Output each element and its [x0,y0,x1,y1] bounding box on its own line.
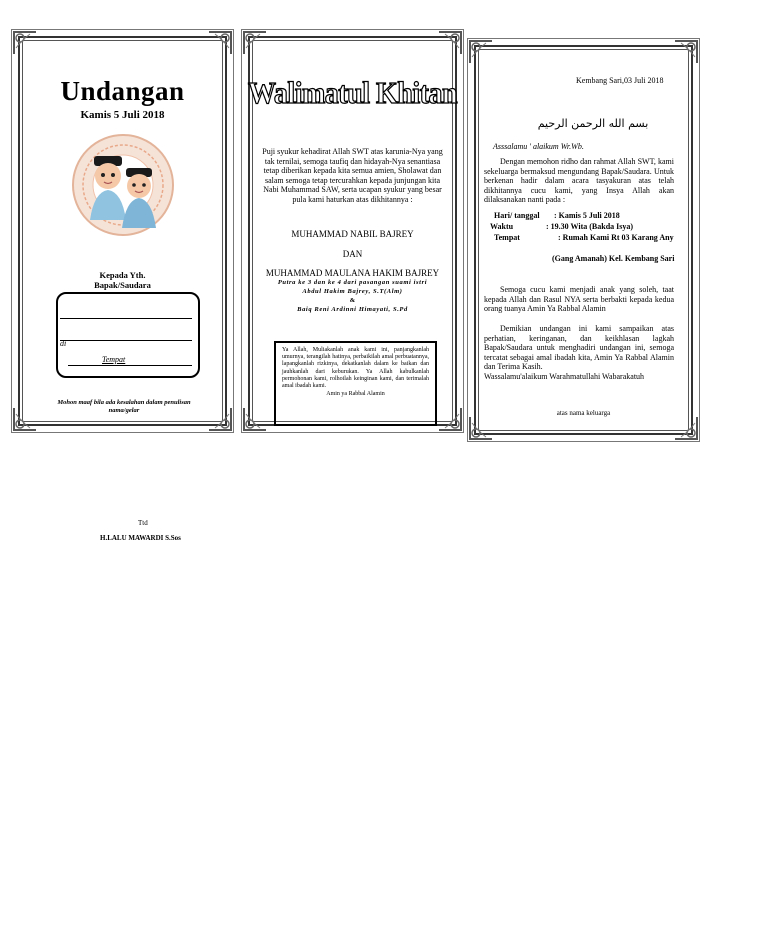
child-name-2: MUHAMMAD MAULANA HAKIM BAJREY [265,268,440,278]
corner-ornament-icon [437,30,463,56]
corner-ornament-icon [242,30,268,56]
child-name-1: MUHAMMAD NABIL BAJREY [291,229,414,239]
bismillah-calligraphy: بسم الله الرحمن الرحيم [537,117,649,130]
corner-ornament-icon [437,406,463,432]
corner-ornament-icon [673,415,699,441]
amin-text: Amin ya Rabbal Alamin [326,391,385,398]
cover-title: Undangan [60,76,185,106]
corner-ornament-icon [207,406,233,432]
child-of-line: Putra ke 3 dan ke 4 dari pasangan suami istri [277,279,428,286]
dan-label: DAN [342,249,363,259]
address-line [60,340,192,341]
place-label: Tempat [494,233,520,242]
cover-panel [11,29,234,433]
walimatul-title: Walimatul Khitan [247,76,458,111]
corner-ornament-icon [242,406,268,432]
mother-name: Baiq Reni Ardinni Himayati, S.Pd [297,306,408,313]
tempat-label: Tempat [102,355,126,364]
opening-paragraph: Dengan memohon ridho dan rahmat Allah SWT, kami sekeluarga bermaksud mengundang Bapak/Saudara. Untuk berkenan hadir dalam acara tasyakuran atas telah dikhitannya cucu kami, yang Insya Allah akan dilaksanakan nanti pada : [484,157,674,205]
address-line [68,365,192,366]
prayer-box [274,341,437,426]
boys-illustration-icon [72,128,174,242]
day-value: : Kamis 5 Juli 2018 [554,211,620,220]
di-label: di [60,339,67,348]
hope-paragraph: Semoga cucu kami menjadi anak yang soleh, taat kepada Allah dan Rasul NYA serta berbakti kepada kedua orang tuanya Amin Ya Rabbal Alamin [484,285,674,314]
place-value: : Rumah Kami Rt 03 Karang Any [558,233,674,242]
signer-name: H.LALU MAWARDI S.Sos [100,534,181,542]
family-signature: atas nama keluarga [556,409,611,417]
closing-paragraph: Demikian undangan ini kami sampaikan atas perhatian, keringanan, dan keikhlasan lagkah Bapak/Saudara untuk menghadiri undangan ini, semoga tercatat sebagai amal ibadah kita, Amin Ya Rabbal Alamin dan Terima Kasih. [484,324,674,372]
ttd-label: Ttd [138,519,148,527]
time-label: Waktu [490,222,514,231]
invitation-letter-panel [467,38,700,442]
corner-ornament-icon [673,39,699,65]
corner-ornament-icon [12,30,38,56]
time-value: : 19.30 Wita (Bakda Isya) [546,222,634,231]
place-date: Kembang Sari,03 Juli 2018 [576,76,664,85]
corner-ornament-icon [207,30,233,56]
ampersand: & [349,297,356,304]
corner-ornament-icon [468,39,494,65]
corner-ornament-icon [12,406,38,432]
salam-greeting: Asssalamu ' alaikum Wr.Wb. [493,142,584,151]
day-label: Hari/ tanggal [494,211,540,220]
father-name: Abdul Hakim Bajrey, S.T(Alm) [302,288,403,295]
prayer-text: Ya Allah, Muliakanlah anak kami ini, panjangkanlah umurnya, terangilah hatinya, perbaikilah amal perbuatannya, lapangkanlah rizkinya, dekatkanlah dalam ke baikan dan jauhkanlah dari keburukan. Ya Allah kabulkanlah permohonan kami, rolhoilah keinginan kami, dan terimalah amal ibadah kami. [282,347,429,390]
cover-date: Kamis 5 Juli 2018 [80,109,165,121]
apology-note: Mohon maaf bila ada kesalahan dalam penulisan nama/gelar [57,399,191,414]
place-value-2: (Gang Amanah) Kel. Kembang Sari [552,254,675,263]
corner-ornament-icon [468,415,494,441]
intro-paragraph: Puji syukur kehadirat Allah SWT atas karunia-Nya yang tak ternilai, semoga taufiq dan hidayah-Nya senantiasa tetap diberikan kepada kita semua amien, Sholawat dan salam semoga tetap tercurahkan kepada junjungan kita Nabi Muhammad SAW, serta ucapan syukur yang besar pula kami haturkan atas dikhitannya : [262,147,443,204]
recipient-line2: Bapak/Saudara [94,280,151,290]
address-box[interactable] [56,292,200,378]
closing-salam: Wassalamu'alaikum Warahmatullahi Wabarakatuh [484,372,645,381]
address-line [60,318,192,319]
recipient-line1: Kepada Yth. [99,270,146,280]
